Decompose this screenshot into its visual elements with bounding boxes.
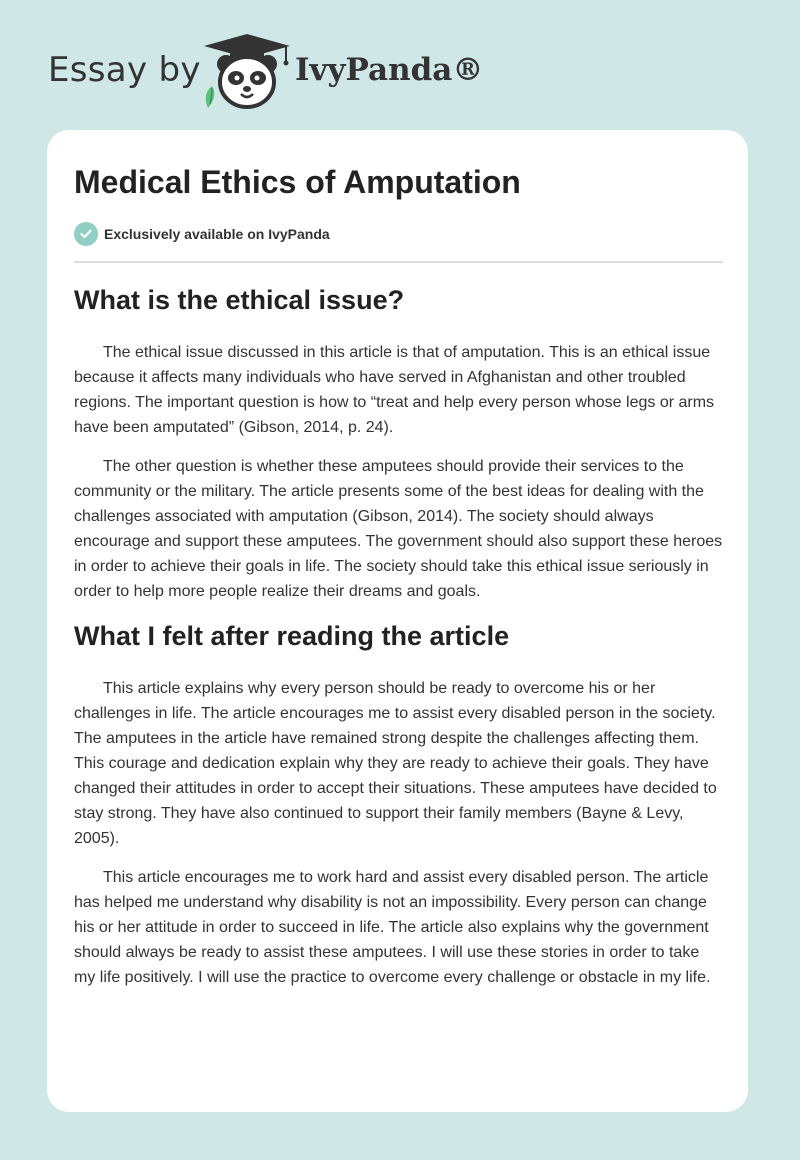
site-header bbox=[0, 0, 800, 130]
exclusive-badge bbox=[74, 222, 330, 246]
paragraph: This article encourages me to work hard and assist every disabled person. The article has helped me understand why disability is not an impossibility. Every person can change his or her attitude in order to succeed in life. The article also explains why the government should always be ready to assist these amputees. I will use these stories in order to take my life positively. I will use the practice to overcome every challenge or obstacle in my life. bbox=[74, 869, 711, 986]
essay-content bbox=[74, 282, 724, 1004]
section-heading: What I felt after reading the article bbox=[74, 621, 510, 651]
essay-by-label: Essay by bbox=[48, 50, 201, 90]
section-heading: What is the ethical issue? bbox=[74, 285, 405, 315]
paragraph: The ethical issue discussed in this article is that of amputation. This is an ethical issue because it affects many individuals who have served in Afghanistan and other troubled regions. The important question is how to “treat and help every person whose legs or arms have been amputated” (Gibson, 2014, p. 24). bbox=[74, 344, 715, 436]
paragraph: This article explains why every person should be ready to overcome his or her challenges in life. The article encourages me to assist every disabled person in the society. The amputees in the article have remained strong despite the challenges affecting them. This courage and dedication explain why they are ready to achieve their goals. They have changed their attitudes in order to accept their situations. These amputees have decided to stay strong. They have also continued to support their family members (Bayne & Levy, 2005). bbox=[74, 680, 717, 847]
panda-logo-icon bbox=[200, 34, 294, 110]
exclusive-badge-text: Exclusively available on IvyPanda bbox=[104, 226, 330, 242]
ivypanda-brand-name: IvyPanda® bbox=[295, 52, 484, 88]
paragraph: The other question is whether these amputees should provide their services to the community or the military. The article presents some of the best ideas for dealing with the challenges associated with amputation (Gibson, 2014). The society should always encourage and support these amputees. The government should also support these heroes in order to achieve their goals in life. The society should take this ethical issue seriously in order to help more people realize their dreams and goals. bbox=[74, 458, 723, 600]
checkmark-icon bbox=[74, 222, 98, 246]
divider bbox=[74, 261, 723, 263]
essay-card bbox=[47, 130, 748, 1112]
page-title: Medical Ethics of Amputation bbox=[74, 164, 521, 200]
